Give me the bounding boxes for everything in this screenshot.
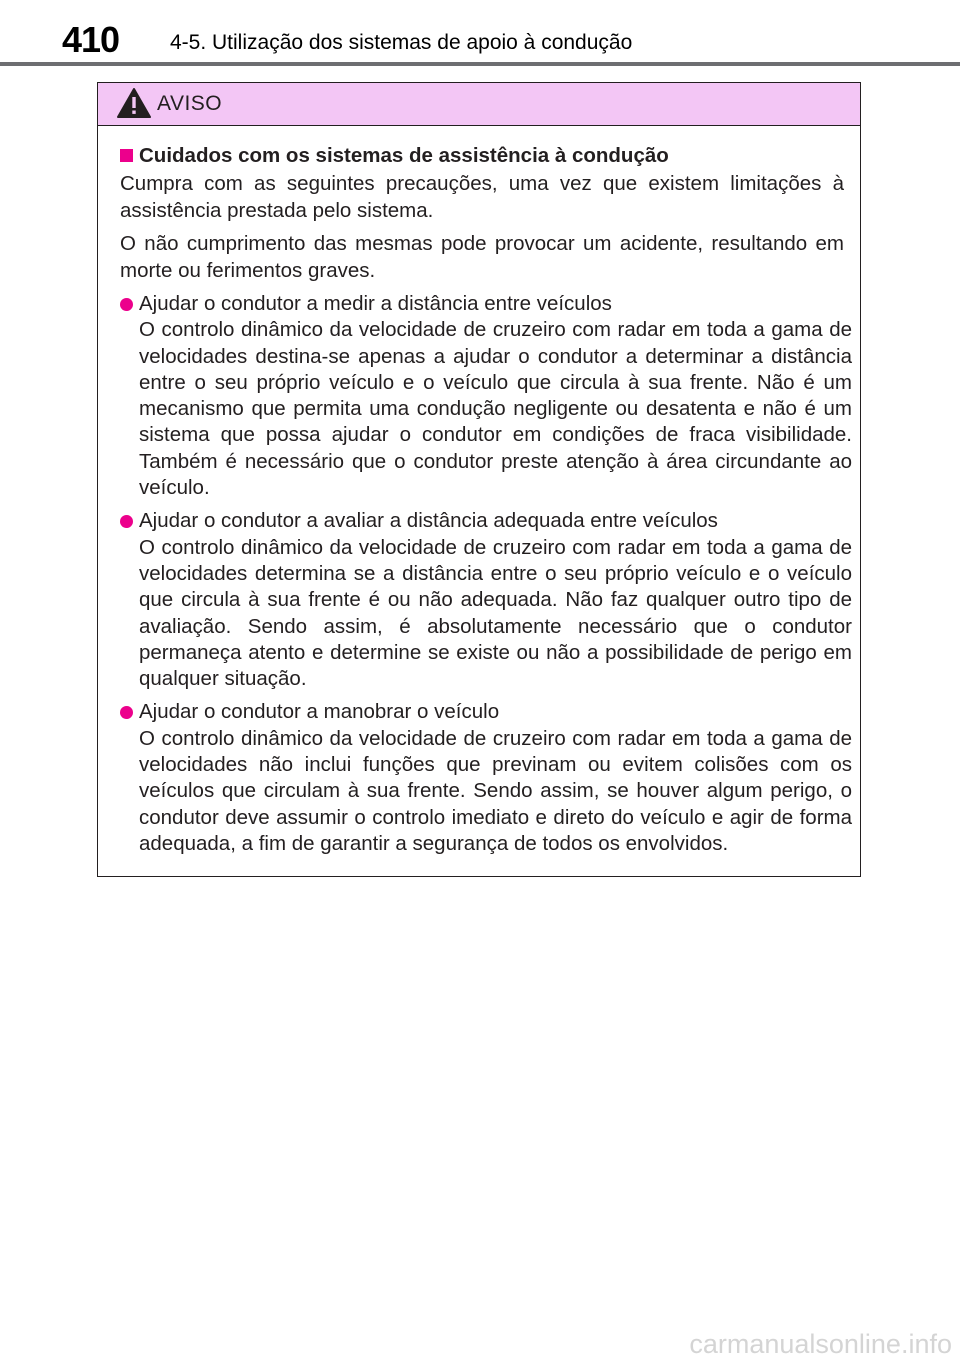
intro-paragraph: Cumpra com as seguintes precauções, uma vez que existem limitações à assistência prestada pelo sistema. [120, 172, 844, 222]
warning-body [98, 126, 860, 857]
list-item [120, 699, 852, 857]
bullet-dot-icon [120, 298, 133, 311]
warning-box [97, 82, 861, 877]
bullet-dot-icon [120, 515, 133, 528]
list-item-body: O controlo dinâmico da velocidade de cruzeiro com radar em toda a gama de velocidades destina-se apenas a ajudar o condutor a determinar a distância entre o seu próprio veículo e o veículo que circula à sua frente. Não é um mecanismo que permita uma condução negligente ou desatenta e não é um sistema que possa ajudar o condutor em condições de fraca visibilidade. Também é necessário que o condutor preste atenção à área circundante ao veículo. [139, 318, 852, 500]
list-item-heading: Ajudar o condutor a medir a distância entre veículos [139, 292, 612, 315]
list-item [120, 291, 852, 501]
warning-subheading [120, 143, 852, 169]
warning-label: AVISO [157, 92, 223, 115]
list-item-heading: Ajudar o condutor a avaliar a distância adequada entre veículos [139, 509, 718, 533]
list-item [120, 508, 852, 692]
warning-header [98, 83, 860, 126]
watermark: carmanualsonline.info [689, 1329, 952, 1359]
section-title: 4-5. Utilização dos sistemas de apoio à condução [170, 31, 633, 54]
subheading-text: Cuidados com os sistemas de assistência à condução [139, 144, 669, 167]
page-number: 410 [62, 19, 120, 60]
header-divider [0, 62, 960, 66]
list-item-heading: Ajudar o condutor a manobrar o veículo [139, 700, 500, 724]
bullet-dot-icon [120, 706, 133, 719]
list-item-body: O controlo dinâmico da velocidade de cruzeiro com radar em toda a gama de velocidades determina se a distância entre o seu próprio veículo e o veículo que circula à sua frente é ou não adequada. Não faz qualquer outro tipo de avaliação. Sendo assim, é absolutamente necessário que o condutor permaneça atento e determine se existe ou não a possibilidade de perigo em qualquer situação. [139, 535, 852, 691]
square-bullet-icon [120, 149, 133, 162]
page-header [0, 0, 960, 66]
consequence-paragraph: O não cumprimento das mesmas pode provocar um acidente, resultando em morte ou ferimentos graves. [120, 232, 844, 282]
list-item-body: O controlo dinâmico da velocidade de cruzeiro com radar em toda a gama de velocidades não inclui funções que previnam ou evitem colisões com os veículos que circulam à sua frente. Sendo assim, se houver algum perigo, o condutor deve assumir o controlo imediato e direto do veículo e agir de forma adequada, a fim de garantir a segurança de todos os envolvidos. [139, 726, 852, 855]
warning-triangle-icon [116, 87, 152, 119]
